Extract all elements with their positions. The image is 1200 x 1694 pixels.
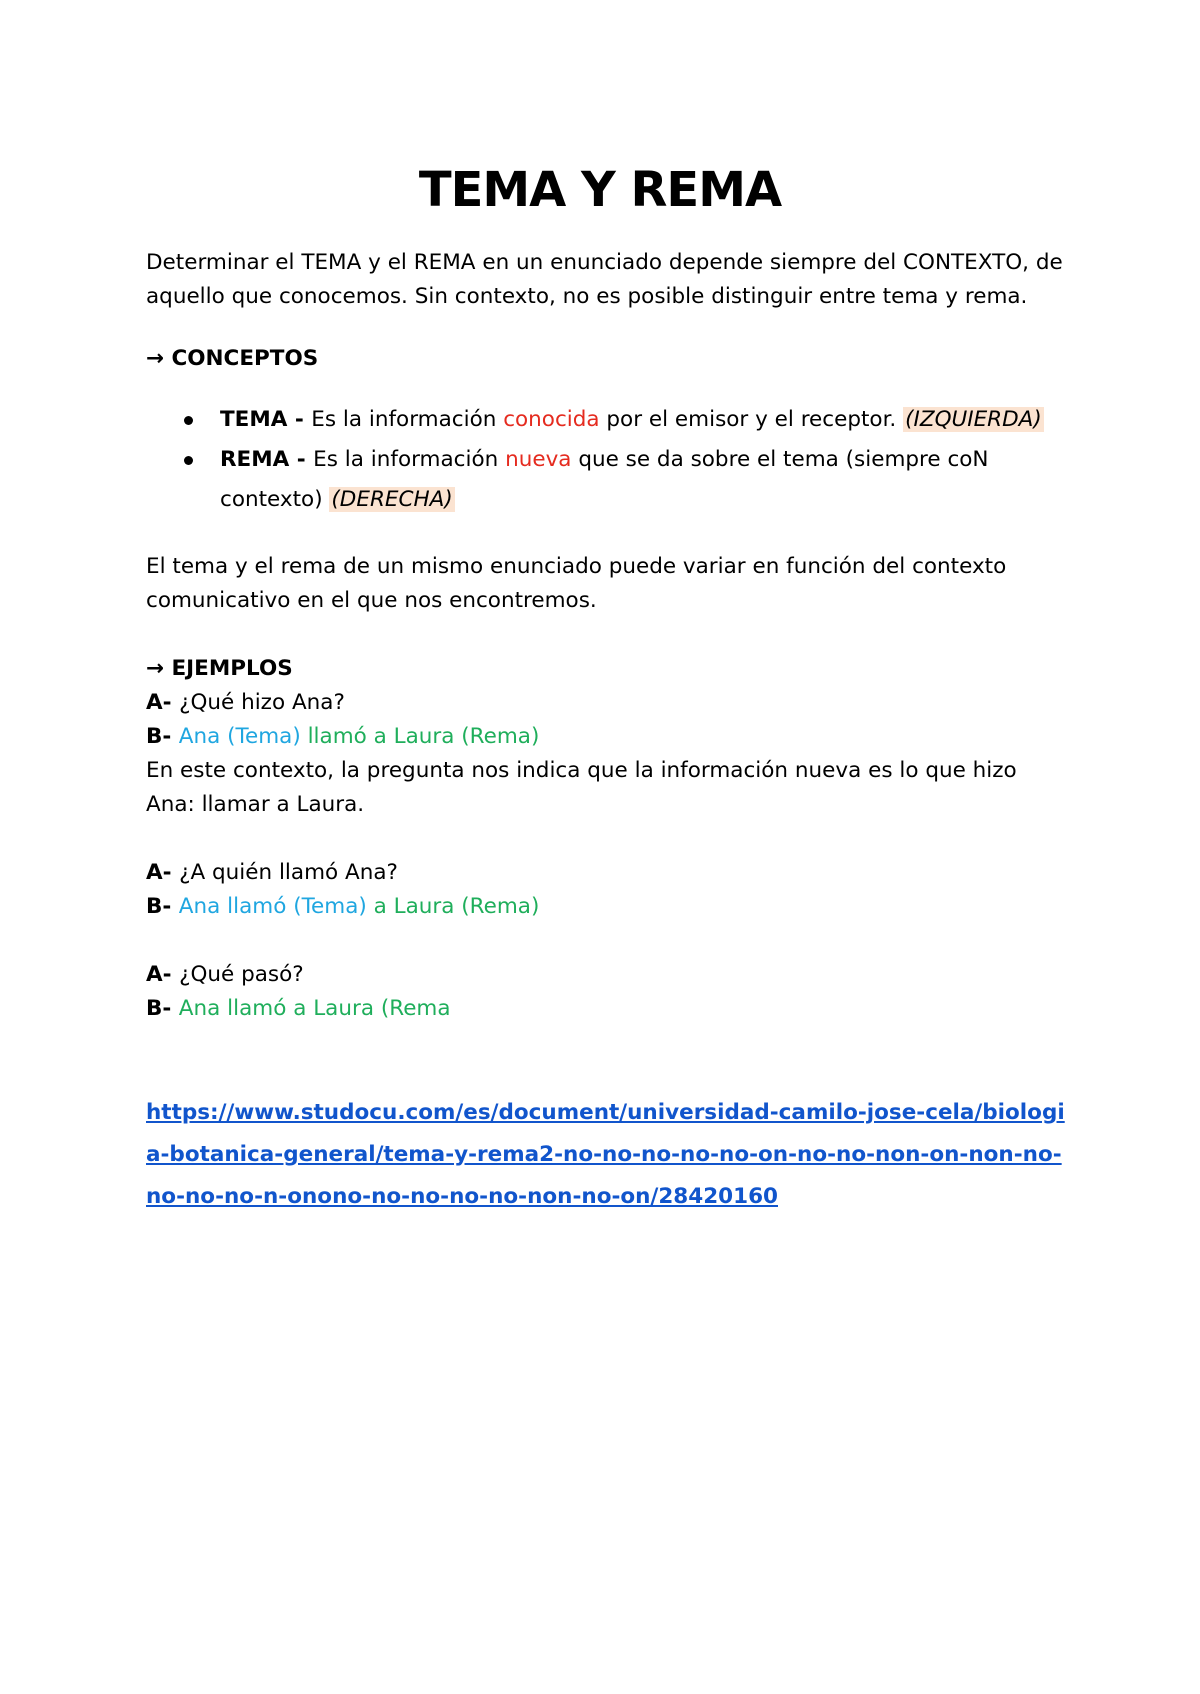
- example-2-question: [146, 856, 1066, 890]
- tema-part: Ana (Tema): [178, 724, 308, 749]
- term-label: REMA -: [220, 447, 314, 472]
- ejemplos-heading: → EJEMPLOS: [146, 656, 293, 681]
- intro-paragraph: Determinar el TEMA y el REMA en un enunciado depende siempre del CONTEXTO, de aquello que conocemos. Sin contexto, no es posible distinguir entre tema y rema.: [146, 250, 1063, 309]
- speaker-b-label: B-: [146, 894, 179, 919]
- definition-text: por el emisor y el receptor.: [599, 407, 904, 432]
- spacer: [146, 1026, 1066, 1092]
- spacer: [146, 924, 1066, 958]
- example-3-answer: [146, 992, 1066, 1026]
- question-text: ¿Qué hizo Ana?: [179, 690, 345, 715]
- spacer: [146, 314, 1066, 342]
- highlight-word: nueva: [505, 447, 572, 472]
- rema-part: Ana llamó a Laura (Rema: [178, 996, 451, 1021]
- source-link-paragraph: [146, 1092, 1066, 1218]
- position-tag: (IZQUIERDA): [905, 407, 1042, 432]
- conceptos-list: [146, 400, 1066, 520]
- example-1-explanation: En este contexto, la pregunta nos indica que la información nueva es lo que hizo Ana: llamar a Laura.: [146, 758, 1017, 817]
- document-body: [146, 246, 1066, 1218]
- spacer: [146, 520, 1066, 550]
- example-1-question: [146, 686, 1066, 720]
- definition-text: que se da sobre el tema (siempre coN contexto): [220, 447, 989, 512]
- question-text: ¿A quién llamó Ana?: [179, 860, 398, 885]
- spacer: [146, 618, 1066, 652]
- page-title: TEMA Y REMA: [418, 162, 782, 218]
- question-text: ¿Qué pasó?: [179, 962, 304, 987]
- rema-part: a Laura (Rema): [373, 894, 540, 919]
- speaker-b-label: B-: [146, 996, 179, 1021]
- list-item-rema: [146, 440, 1066, 520]
- list-item-tema: [146, 400, 1066, 440]
- highlight-word: conocida: [503, 407, 600, 432]
- spacer: [146, 822, 1066, 856]
- position-tag: (DERECHA): [331, 487, 453, 512]
- speaker-a-label: A-: [146, 690, 180, 715]
- speaker-a-label: A-: [146, 860, 180, 885]
- example-3-question: [146, 958, 1066, 992]
- source-link[interactable]: https://www.studocu.com/es/document/universidad-camilo-jose-cela/biologia-botanica-general/tema-y-rema2-no-no-no-no-no-on-no-no-non-on-non-no-no-no-no-n-onono-no-no-no-no-non-no-on/28420160: [146, 1100, 1065, 1209]
- tema-part: Ana llamó (Tema): [178, 894, 374, 919]
- definition-text: Es la información: [313, 447, 506, 472]
- conceptos-heading: → CONCEPTOS: [146, 346, 319, 371]
- definition-text: Es la información: [311, 407, 504, 432]
- spacer: [146, 376, 1066, 400]
- speaker-b-label: B-: [146, 724, 179, 749]
- term-label: TEMA -: [220, 407, 312, 432]
- speaker-a-label: A-: [146, 962, 180, 987]
- rema-part: llamó a Laura (Rema): [307, 724, 540, 749]
- bullet-icon: [184, 416, 193, 425]
- example-1-answer: [146, 720, 1066, 754]
- variation-paragraph: El tema y el rema de un mismo enunciado puede variar en función del contexto comunicativo en el que nos encontremos.: [146, 554, 1007, 613]
- example-2-answer: [146, 890, 1066, 924]
- bullet-icon: [184, 456, 193, 465]
